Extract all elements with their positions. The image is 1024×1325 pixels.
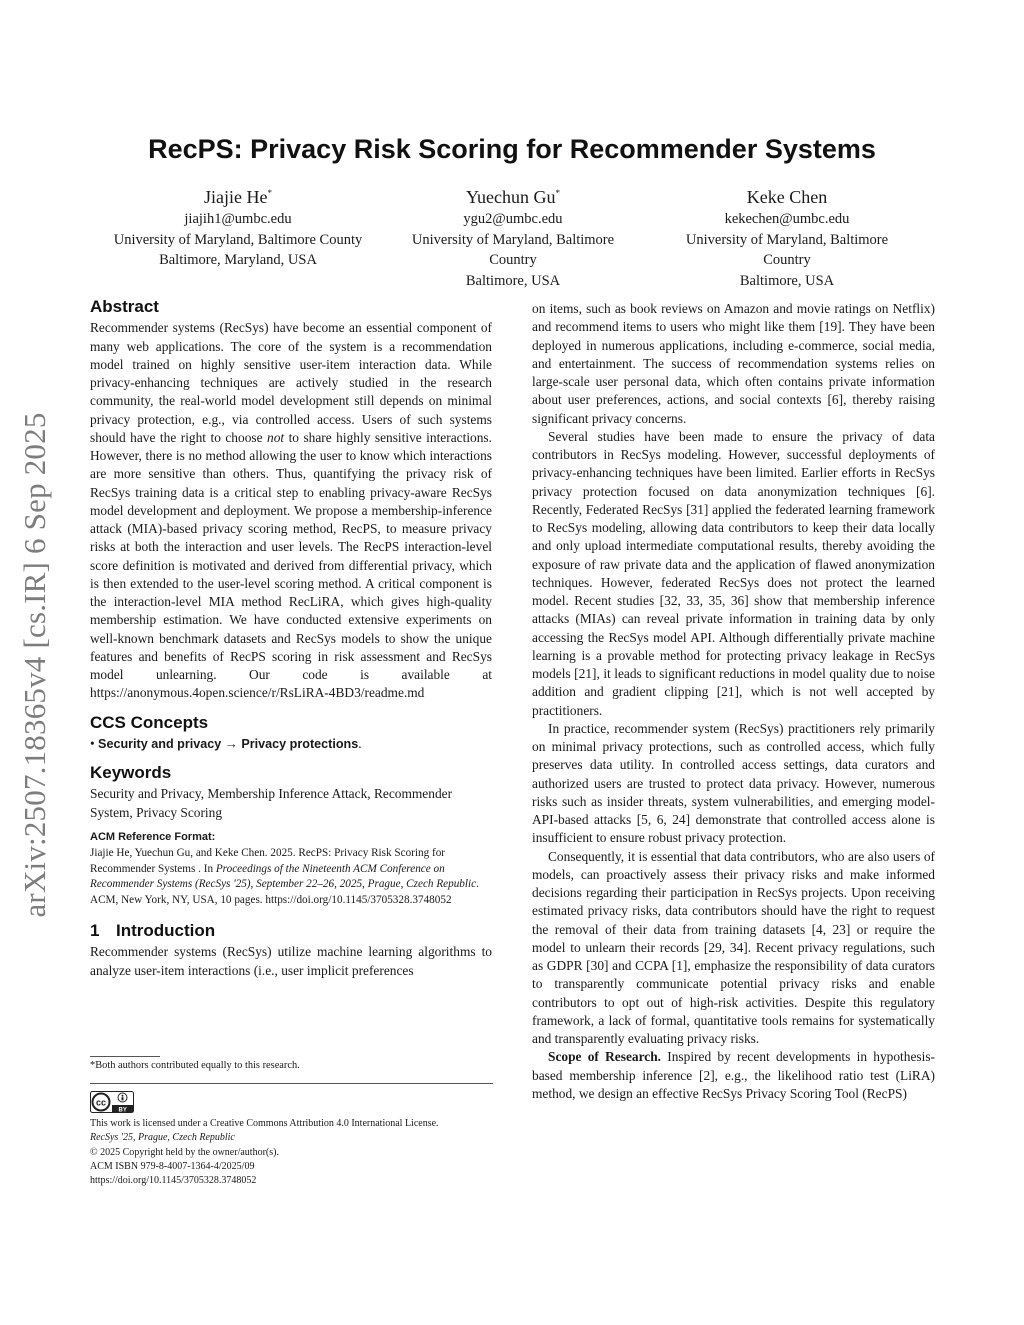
ccs-concepts: • Security and privacy → Privacy protections. (90, 735, 362, 751)
author-affiliation-3: University of Maryland, Baltimore Country (685, 231, 889, 268)
license-line-1: This work is licensed under a Creative Commons Attribution 4.0 International License. (90, 1118, 439, 1129)
author-affiliation-2: University of Maryland, Baltimore Country (411, 231, 615, 268)
cc-badge-label: BY (118, 1107, 127, 1113)
author-location-1: Baltimore, Maryland, USA (159, 252, 317, 268)
intro-number: 1 (90, 921, 100, 940)
license-line-2: RecSys '25, Prague, Czech Republic (90, 1132, 235, 1144)
footnote-rule (90, 1056, 160, 1057)
footnote: *Both authors contributed equally to this research. (90, 1060, 300, 1071)
author-name-1: Jiajie He (204, 187, 268, 207)
arxiv-stamp-text: arXiv:2507.18365v4 [cs.IR] 6 Sep 2025 (17, 412, 52, 918)
author-location-3: Baltimore, USA (739, 272, 835, 289)
scope-label: Scope of Research. (548, 1049, 662, 1065)
license-block (90, 1117, 493, 1188)
abstract-emphasis: not (267, 429, 285, 445)
author-mark-2: * (555, 188, 560, 198)
abstract-heading: Abstract (90, 297, 159, 316)
right-column (532, 300, 935, 1103)
keywords-heading: Keywords (90, 763, 172, 782)
author-name-3: Keke Chen (746, 187, 828, 207)
intro-paragraph-1: on items, such as book reviews on Amazon and movie ratings on Netflix) and recommend items to users who might like them [19]. They have been deployed in numerous applications, including e-commerce, social media, and entertainment. The success of recommendation systems relies on large-scale user personal data, which often contains private information about user preferences, actions, and social contexts [6], thereby raising significant privacy concerns. (532, 301, 935, 426)
license-rule (90, 1083, 493, 1084)
ccs-concept: Security and privacy (98, 736, 222, 751)
abstract-text: Recommender systems (RecSys) have become an essential component of many web applications. The core of the system is a recommendation model trained on highly sensitive user-item interaction data. While privacy-enhancing techniques are actively studied in the research community, the real-world model development still depends on minimal privacy protection, e.g., via controlled access. Users of such systems should have the right to choose not to share highly sensitive interactions. However, there is no method allowing the user to know which interactions are more sensitive than others. Thus, quantifying the privacy risk of RecSys training data is a critical step to enabling privacy-aware RecSys model development and deployment. We propose a membership-inference attack (MIA)-based privacy scoring method, RecPS, to measure privacy risks at both the interaction and user levels. The RecPS interaction-level score definition is motivated and derived from differential privacy, which is then extended to the user-level scoring method. A critical component is the interaction-level MIA method RecLiRA, which gives high-quality membership estimation. We have conducted extensive experiments on well-known benchmark datasets and RecSys models to show the unique features and benefits of RecPS scoring in risk assessment and RecSys model unlearning. Our code is available at https://anonymous.4open.science/r/RsLiRA-4BD3/readme.md (90, 320, 492, 701)
author-mark-1: * (267, 188, 272, 198)
license-doi-link[interactable]: https://doi.org/10.1145/3705328.3748052 (90, 1175, 257, 1187)
intro-left-text: Recommender systems (RecSys) utilize machine learning algorithms to analyze user-item interactions (i.e., user implicit preferences (90, 944, 492, 978)
author-email-1[interactable]: jiajih1@umbc.edu (184, 211, 292, 227)
author-name-2: Yuechun Gu (466, 187, 556, 207)
cc-by-badge-icon[interactable] (90, 1091, 134, 1113)
author-affiliation-1: University of Maryland, Baltimore County (113, 231, 363, 248)
acm-reference-label: ACM Reference Format: (90, 830, 216, 843)
acm-reference-text: Jiajie He, Yuechun Gu, and Keke Chen. 2025. RecPS: Privacy Risk Scoring for Recommender Systems . In Proceedings of the Nineteenth ACM Conference on Recommender Systems (RecSys '25), September 22–26, 2025, Prague, Czech Republic. ACM, New York, NY, USA, 10 pages. https://doi.org/10.1145/3705328.3748052 (90, 847, 479, 906)
author-block-3 (662, 182, 912, 291)
license-line-3: © 2025 Copyright held by the owner/author(s). (90, 1146, 279, 1158)
intro-title: Introduction (116, 921, 216, 940)
left-column (90, 298, 492, 980)
author-email-3[interactable]: kekechen@umbc.edu (724, 211, 850, 227)
intro-heading (90, 922, 492, 940)
author-block-2 (388, 182, 638, 291)
author-location-2: Baltimore, USA (465, 272, 561, 289)
scope-paragraph: Scope of Research. Inspired by recent developments in hypothesis-based membership inference [2], e.g., the likelihood ratio test (LiRA) method, we design an effective RecSys Privacy Scoring Tool (RecPS) (532, 1049, 936, 1101)
license-line-4: ACM ISBN 979-8-4007-1364-4/2025/09 (90, 1160, 255, 1172)
intro-paragraph-4: Consequently, it is essential that data contributors, who are also users of models, can proactively assess their privacy risks and make informed decisions regarding their participation in RecSys projects. Upon receiving estimated privacy risks, data contributors should have the right to request the removal of their data from training datasets [4, 23] or require the model to unlearn their records [29, 34]. Recent privacy regulations, such as GDPR [30] and CCPA [1], emphasize the responsibility of data curators to transparently communicate potential privacy risks and enable contributors to opt out of high-risk activities. Despite this regulatory framework, a lack of formal, quantitative tools remains for systematically and transparently evaluating privacy risks. (532, 848, 935, 1046)
keywords-text: Security and Privacy, Membership Inference Attack, Recommender System, Privacy Scoring (90, 786, 453, 820)
acm-reference-venue: Proceedings of the Nineteenth ACM Conference on Recommender Systems (RecSys '25), September 22–26, 2025, Prague, Czech Republic (90, 862, 477, 890)
author-block-1 (113, 182, 363, 271)
author-email-2[interactable]: ygu2@umbc.edu (463, 211, 563, 227)
svg-text:cc: cc (95, 1097, 107, 1108)
ccs-subconcept: Privacy protections (241, 736, 359, 751)
ccs-heading: CCS Concepts (90, 712, 209, 732)
paper-title: RecPS: Privacy Risk Scoring for Recommender Systems (148, 134, 876, 164)
intro-paragraph-2: Several studies have been made to ensure the privacy of data contributors in RecSys modeling. However, successful deployments of privacy-enhancing techniques have been limited. Earlier efforts in RecSys privacy protection focused on data anonymization techniques [6]. Recently, Federated RecSys [31] applied the federated learning framework to RecSys modeling, allowing data contributors to keep their data locally and only upload intermediate computational results, thereby avoiding the exposure of raw private data and the application of flawed anonymization techniques. However, federated RecSys does not protect the learned model. Recent studies [32, 33, 35, 36] show that membership inference attacks (MIAs) can reveal private information in training data by only accessing the RecSys model API. Although differentially private machine learning is a provable method for protecting privacy leakage in RecSys models [21], it leads to significant reductions in model quality due to noise addition and gradient clipping [21], which is not well accepted by practitioners. (532, 428, 935, 718)
arxiv-stamp (10, 385, 60, 945)
intro-paragraph-3: In practice, recommender system (RecSys) practitioners rely primarily on minimal privacy protections, such as controlled access, which fully preserves data utility. In controlled access settings, data curators and authorized users are trusted to protect data privacy. However, numerous risks such as insider threats, system vulnerabilities, and emerging model-API-based attacks [5, 6, 24] demonstrate that controlled access alone is insufficient to ensure robust privacy protection. (532, 720, 935, 846)
